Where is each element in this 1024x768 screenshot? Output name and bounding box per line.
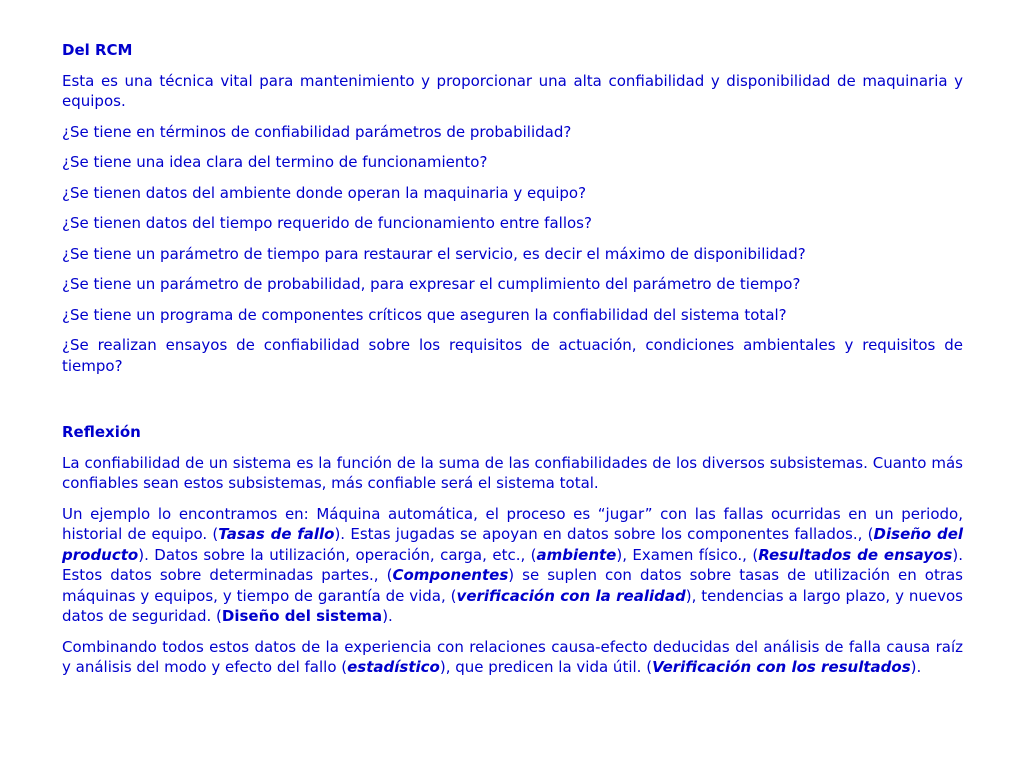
paragraph-text: ). Estos datos sobre determinadas partes., ( xyxy=(62,545,963,584)
emphasis-text: Componentes xyxy=(392,566,509,584)
paragraph-text: ), Examen físico., ( xyxy=(616,545,759,564)
emphasis-text: Verificación con los resultados xyxy=(652,658,911,676)
section-spacer xyxy=(62,386,963,422)
rcm-heading: Del RCM xyxy=(62,41,133,59)
emphasis-text: verificación con la realidad xyxy=(456,586,686,605)
reflexion-paragraph-1: La confiabilidad de un sistema es la función de la suma de las confiabilidades de los diversos subsistemas. Cuanto más confiables sean estos subsistemas, más confiable será el sistema total. xyxy=(62,453,963,492)
paragraph-text: ). Estas jugadas se apoyan en datos sobre los componentes fallados., ( xyxy=(334,525,874,543)
emphasis-text: Resultados de ensayos xyxy=(758,545,953,564)
emphasis-text: Diseño del sistema xyxy=(221,607,383,625)
reflexion-paragraph-2 xyxy=(62,504,963,627)
rcm-question: ¿Se tienen datos del ambiente donde operan la maquinaria y equipo? xyxy=(62,183,587,202)
rcm-question: ¿Se tiene en términos de confiabilidad parámetros de probabilidad? xyxy=(62,122,572,141)
emphasis-text: Tasas de fallo xyxy=(218,525,335,543)
paragraph-text: ). xyxy=(910,658,922,676)
rcm-question: ¿Se tiene un parámetro de probabilidad, para expresar el cumplimiento del parámetro de tiempo? xyxy=(62,275,801,293)
emphasis-text: Diseño del producto xyxy=(62,525,964,564)
rcm-question: ¿Se tiene un parámetro de tiempo para restaurar el servicio, es decir el máximo de disponibilidad? xyxy=(62,244,806,263)
paragraph-text: ), tendencias a largo plazo, y nuevos datos de seguridad. ( xyxy=(62,586,963,625)
reflexion-paragraph-3 xyxy=(62,637,963,678)
paragraph-text: Combinando todos estos datos de la experiencia con relaciones causa-efecto deducidas del análisis de falla causa raíz y análisis del modo y efecto del fallo ( xyxy=(62,637,963,676)
emphasis-text: ambiente xyxy=(536,545,617,564)
document-page xyxy=(62,40,963,688)
rcm-question: ¿Se tienen datos del tiempo requerido de funcionamiento entre fallos? xyxy=(62,214,592,232)
rcm-question: ¿Se tiene un programa de componentes críticos que aseguren la confiabilidad del sistema total? xyxy=(62,305,787,324)
rcm-question: ¿Se tiene una idea clara del termino de funcionamiento? xyxy=(62,153,488,171)
rcm-question: ¿Se realizan ensayos de confiabilidad sobre los requisitos de actuación, condiciones ambientales y requisitos de tiempo? xyxy=(62,336,963,375)
paragraph-text: Un ejemplo lo encontramos en: Máquina automática, el proceso es “jugar” con las fallas ocurridas en un periodo, historial de equipo. ( xyxy=(62,504,963,543)
rcm-intro: Esta es una técnica vital para mantenimiento y proporcionar una alta confiabilidad y disponibilidad de maquinaria y equipos. xyxy=(62,71,963,110)
paragraph-text: ). xyxy=(382,607,393,625)
paragraph-text: ), que predicen la vida útil. ( xyxy=(439,658,653,676)
reflexion-heading: Reflexión xyxy=(62,423,141,441)
emphasis-text: estadístico xyxy=(347,658,440,676)
paragraph-text: ) se suplen con datos sobre tasas de utilización en otras máquinas y equipos, y tiempo de garantía de vida, ( xyxy=(62,566,963,605)
paragraph-text: ). Datos sobre la utilización, operación, carga, etc., ( xyxy=(138,545,537,564)
